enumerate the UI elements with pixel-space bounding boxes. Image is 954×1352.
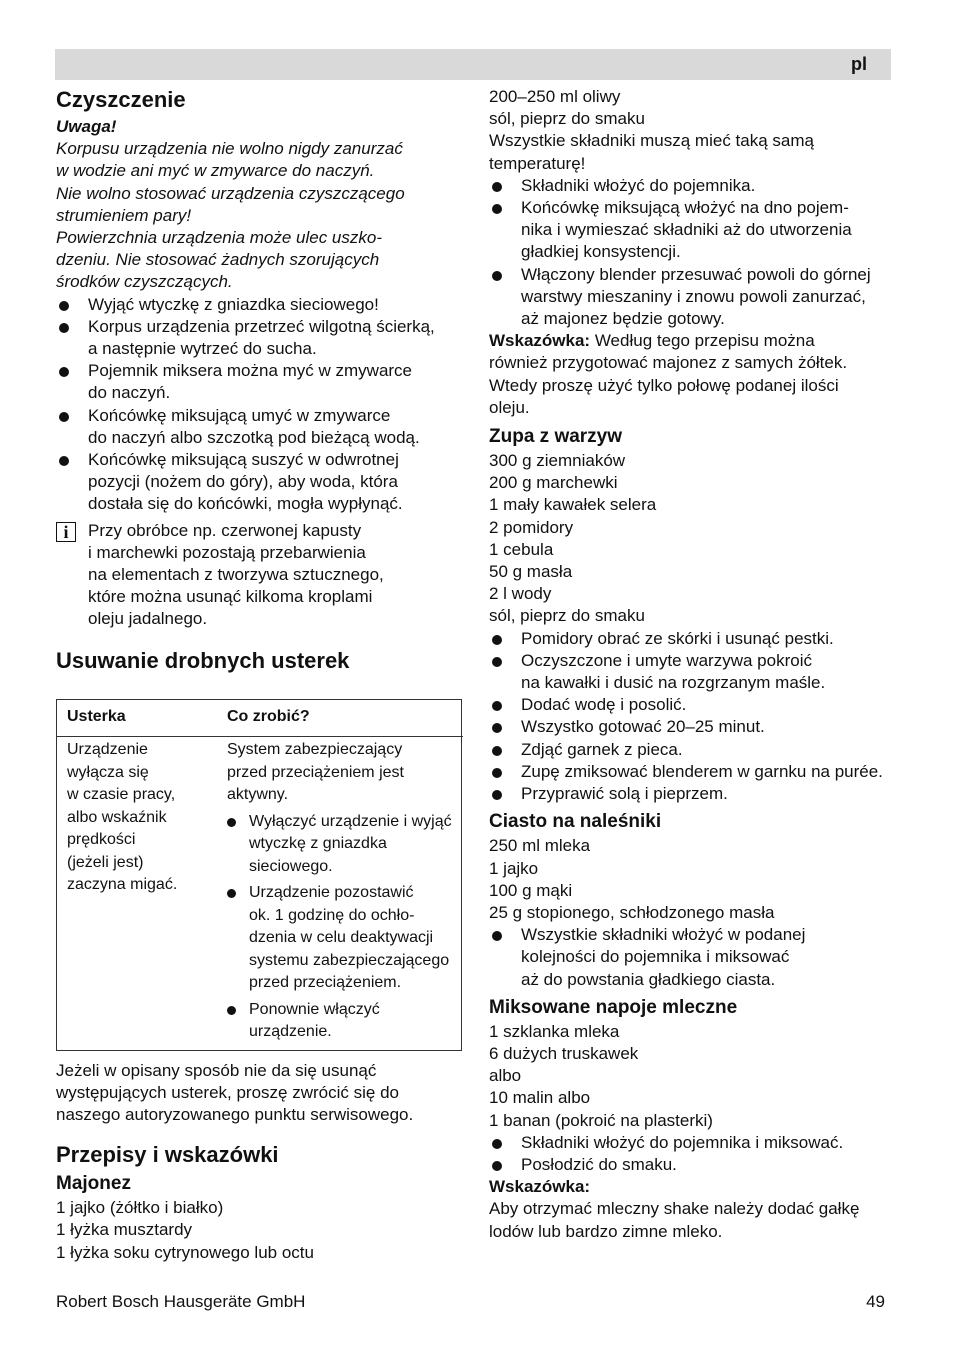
list-item: Pojemnik miksera można myć w zmywarce do naczyń. (56, 360, 461, 404)
list-item: Włączony blender przesuwać powoli do górnej warstwy mieszaniny i znowu powoli zanurzać, aż majonez będzie gotowy. (489, 264, 894, 331)
list-item: Składniki włożyć do pojemnika. (489, 175, 894, 197)
tip-label: Wskazówka: (489, 331, 591, 351)
recipes-heading: Przepisy i wskazówki (56, 1142, 279, 1168)
ingredient: sól, pieprz do smaku (489, 109, 645, 129)
warning-text (56, 138, 461, 293)
troubleshooting-heading: Usuwanie drobnych usterek (56, 647, 350, 673)
table-header-action: Co zrobić? (217, 700, 463, 737)
text-line: Wszystkie składniki muszą mieć taką samą (489, 131, 814, 151)
text-line: aktywny. (227, 786, 289, 804)
list-item: Końcówkę miksującą włożyć na dno pojem- nika i wymieszać składniki aż do utworzenia gładkiej konsystencji. (489, 197, 894, 264)
list-item: Zupę zmiksować blenderem w garnku na purée. (489, 761, 894, 783)
soup-ingredients (489, 450, 894, 628)
text-line: (jeżeli jest) (67, 853, 144, 871)
left-column (56, 86, 461, 1264)
info-icon: i (56, 522, 76, 542)
ingredient: 100 g mąki (489, 880, 573, 900)
ingredient: 1 jajko (żółtko i białko) (56, 1198, 224, 1218)
pancake-steps (489, 924, 894, 991)
list-item: Posłodzić do smaku. (489, 1154, 894, 1176)
list-item: Składniki włożyć do pojemnika i miksować. (489, 1132, 894, 1154)
language-code: pl (851, 54, 867, 74)
ingredient: 250 ml mleka (489, 836, 591, 856)
list-item: Pomidory obrać ze skórki i usunąć pestki. (489, 628, 894, 650)
shake-heading: Miksowane napoje mleczne (489, 996, 738, 1018)
table-header-fault: Usterka (57, 700, 217, 737)
text-line: Urządzenie (67, 741, 148, 759)
text-line: zaczyna migać. (67, 876, 178, 894)
action-cell (217, 737, 463, 1050)
list-item: Końcówkę miksującą umyć w zmywarce do naczyń albo szczotką pod bieżącą wodą. (56, 405, 461, 449)
text-line: wyłącza się (67, 763, 149, 781)
ingredient: 1 łyżka soku cytrynowego lub octu (56, 1242, 314, 1262)
text-line: na elementach z tworzywa sztucznego, (88, 565, 384, 585)
ingredient: 2 pomidory (489, 517, 574, 537)
pancake-ingredients (489, 835, 894, 924)
text-line: Aby otrzymać mleczny shake należy dodać gałkę (489, 1199, 860, 1219)
ingredient: sól, pieprz do smaku (489, 606, 645, 626)
text-line: lodów lub bardzo zimne mleko. (489, 1221, 723, 1241)
soup-steps (489, 628, 894, 806)
text-line: oleju jadalnego. (88, 609, 208, 629)
text-line: strumieniem pary! (56, 205, 192, 225)
cause-text (227, 739, 457, 807)
list-item: Wyłączyć urządzenie i wyjąć wtyczkę z gniazdka sieciowego. (227, 811, 457, 879)
list-item: Wyjąć wtyczkę z gniazdka sieciowego! (56, 294, 461, 316)
text-line: naszego autoryzowanego punktu serwisowego. (56, 1105, 414, 1125)
ingredient: 2 l wody (489, 584, 552, 604)
text-line: dzeniu. Nie stosować żadnych szorujących (56, 250, 380, 270)
list-item: Korpus urządzenia przetrzeć wilgotną ścierką, a następnie wytrzeć do sucha. (56, 316, 461, 360)
cleaning-heading: Czyszczenie (56, 87, 186, 112)
troubleshooting-table (56, 699, 462, 1051)
shake-steps (489, 1132, 894, 1176)
shake-tip-label: Wskazówka: (489, 1177, 591, 1197)
info-note (56, 520, 461, 631)
fault-cell (57, 737, 217, 1050)
text-line: temperaturę! (489, 153, 586, 173)
text-line: Powierzchnia urządzenia może ulec uszko- (56, 228, 382, 248)
list-item: Wszystkie składniki włożyć w podanej kolejności do pojemnika i miksować aż do powstania gładkiego ciasta. (489, 924, 894, 991)
text-line: Jeżeli w opisany sposób nie da się usunąć (56, 1060, 377, 1080)
warning-label: Uwaga! (56, 117, 117, 136)
text-line: występujących usterek, proszę zwrócić się do (56, 1082, 399, 1102)
text-line: w czasie pracy, (67, 786, 176, 804)
ingredient: 1 banan (pokroić na plasterki) (489, 1110, 713, 1130)
right-column (489, 86, 894, 1243)
text-line: Korpusu urządzenia nie wolno nigdy zanurzać (56, 139, 403, 159)
text-line: przed przeciążeniem jest (227, 763, 404, 781)
ingredient: 200–250 ml oliwy (489, 87, 621, 106)
mayonnaise-tip (489, 330, 894, 419)
text-line: albo wskaźnik (67, 808, 167, 826)
text-line: Przy obróbce np. czerwonej kapusty (88, 520, 362, 540)
text-line: środków czyszczących. (56, 272, 233, 292)
info-text (88, 520, 461, 631)
mayonnaise-heading: Majonez (56, 1173, 131, 1195)
ingredient: 200 g marchewki (489, 473, 618, 493)
ingredient: 300 g ziemniaków (489, 451, 626, 471)
text-line: i marchewki pozostają przebarwienia (88, 542, 366, 562)
list-item: Zdjąć garnek z pieca. (489, 739, 894, 761)
shake-tip-text (489, 1198, 894, 1242)
mayonnaise-ingredients (56, 1197, 461, 1264)
ingredient: 6 dużych truskawek (489, 1043, 639, 1063)
tip-text: Według tego przepisu można również przygotować majonez z samych żółtek. Wtedy proszę użyć tylko połowę podanej ilości oleju. (489, 331, 848, 417)
list-item: Dodać wodę i posolić. (489, 694, 894, 716)
table-row (57, 737, 463, 1050)
list-item: Oczyszczone i umyte warzywa pokroić na kawałki i dusić na rozgrzanym maśle. (489, 650, 894, 694)
ingredient: 1 jajko (489, 858, 539, 878)
text-line: w wodzie ani myć w zmywarce do naczyń. (56, 161, 375, 181)
mayonnaise-note (489, 130, 894, 174)
header-bar (55, 49, 891, 80)
mayonnaise-ingredients-cont (489, 86, 894, 130)
mayonnaise-steps (489, 175, 894, 330)
pancake-heading: Ciasto na naleśniki (489, 811, 662, 833)
ingredient: 25 g stopionego, schłodzonego masła (489, 902, 775, 922)
ingredient: albo (489, 1066, 522, 1086)
ingredient: 10 malin albo (489, 1088, 591, 1108)
text-line: Nie wolno stosować urządzenia czyszczącego (56, 183, 405, 203)
action-list (227, 811, 457, 1044)
footer-company: Robert Bosch Hausgeräte GmbH (56, 1292, 306, 1311)
service-note (56, 1060, 461, 1127)
ingredient: 1 cebula (489, 539, 554, 559)
ingredient: 1 łyżka musztardy (56, 1220, 193, 1240)
ingredient: 1 szklanka mleka (489, 1021, 620, 1041)
cleaning-list (56, 294, 461, 516)
list-item: Końcówkę miksującą suszyć w odwrotnej pozycji (nożem do góry), aby woda, która dostała się do końcówki, mogła wypłynąć. (56, 449, 461, 516)
list-item: Urządzenie pozostawić ok. 1 godzinę do ochło- dzenia w celu deaktywacji systemu zabezpieczającego przed przeciążeniem. (227, 882, 457, 995)
list-item: Przyprawić solą i pieprzem. (489, 783, 894, 805)
ingredient: 1 mały kawałek selera (489, 495, 657, 515)
page-number: 49 (866, 1292, 885, 1311)
text-line: prędkości (67, 831, 136, 849)
list-item: Ponownie włączyć urządzenie. (227, 999, 457, 1044)
ingredient: 50 g masła (489, 562, 573, 582)
text-line: które można usunąć kilkoma kroplami (88, 587, 373, 607)
soup-heading: Zupa z warzyw (489, 426, 623, 448)
shake-ingredients (489, 1021, 894, 1132)
text-line: System zabezpieczający (227, 741, 403, 759)
list-item: Wszystko gotować 20–25 minut. (489, 716, 894, 738)
